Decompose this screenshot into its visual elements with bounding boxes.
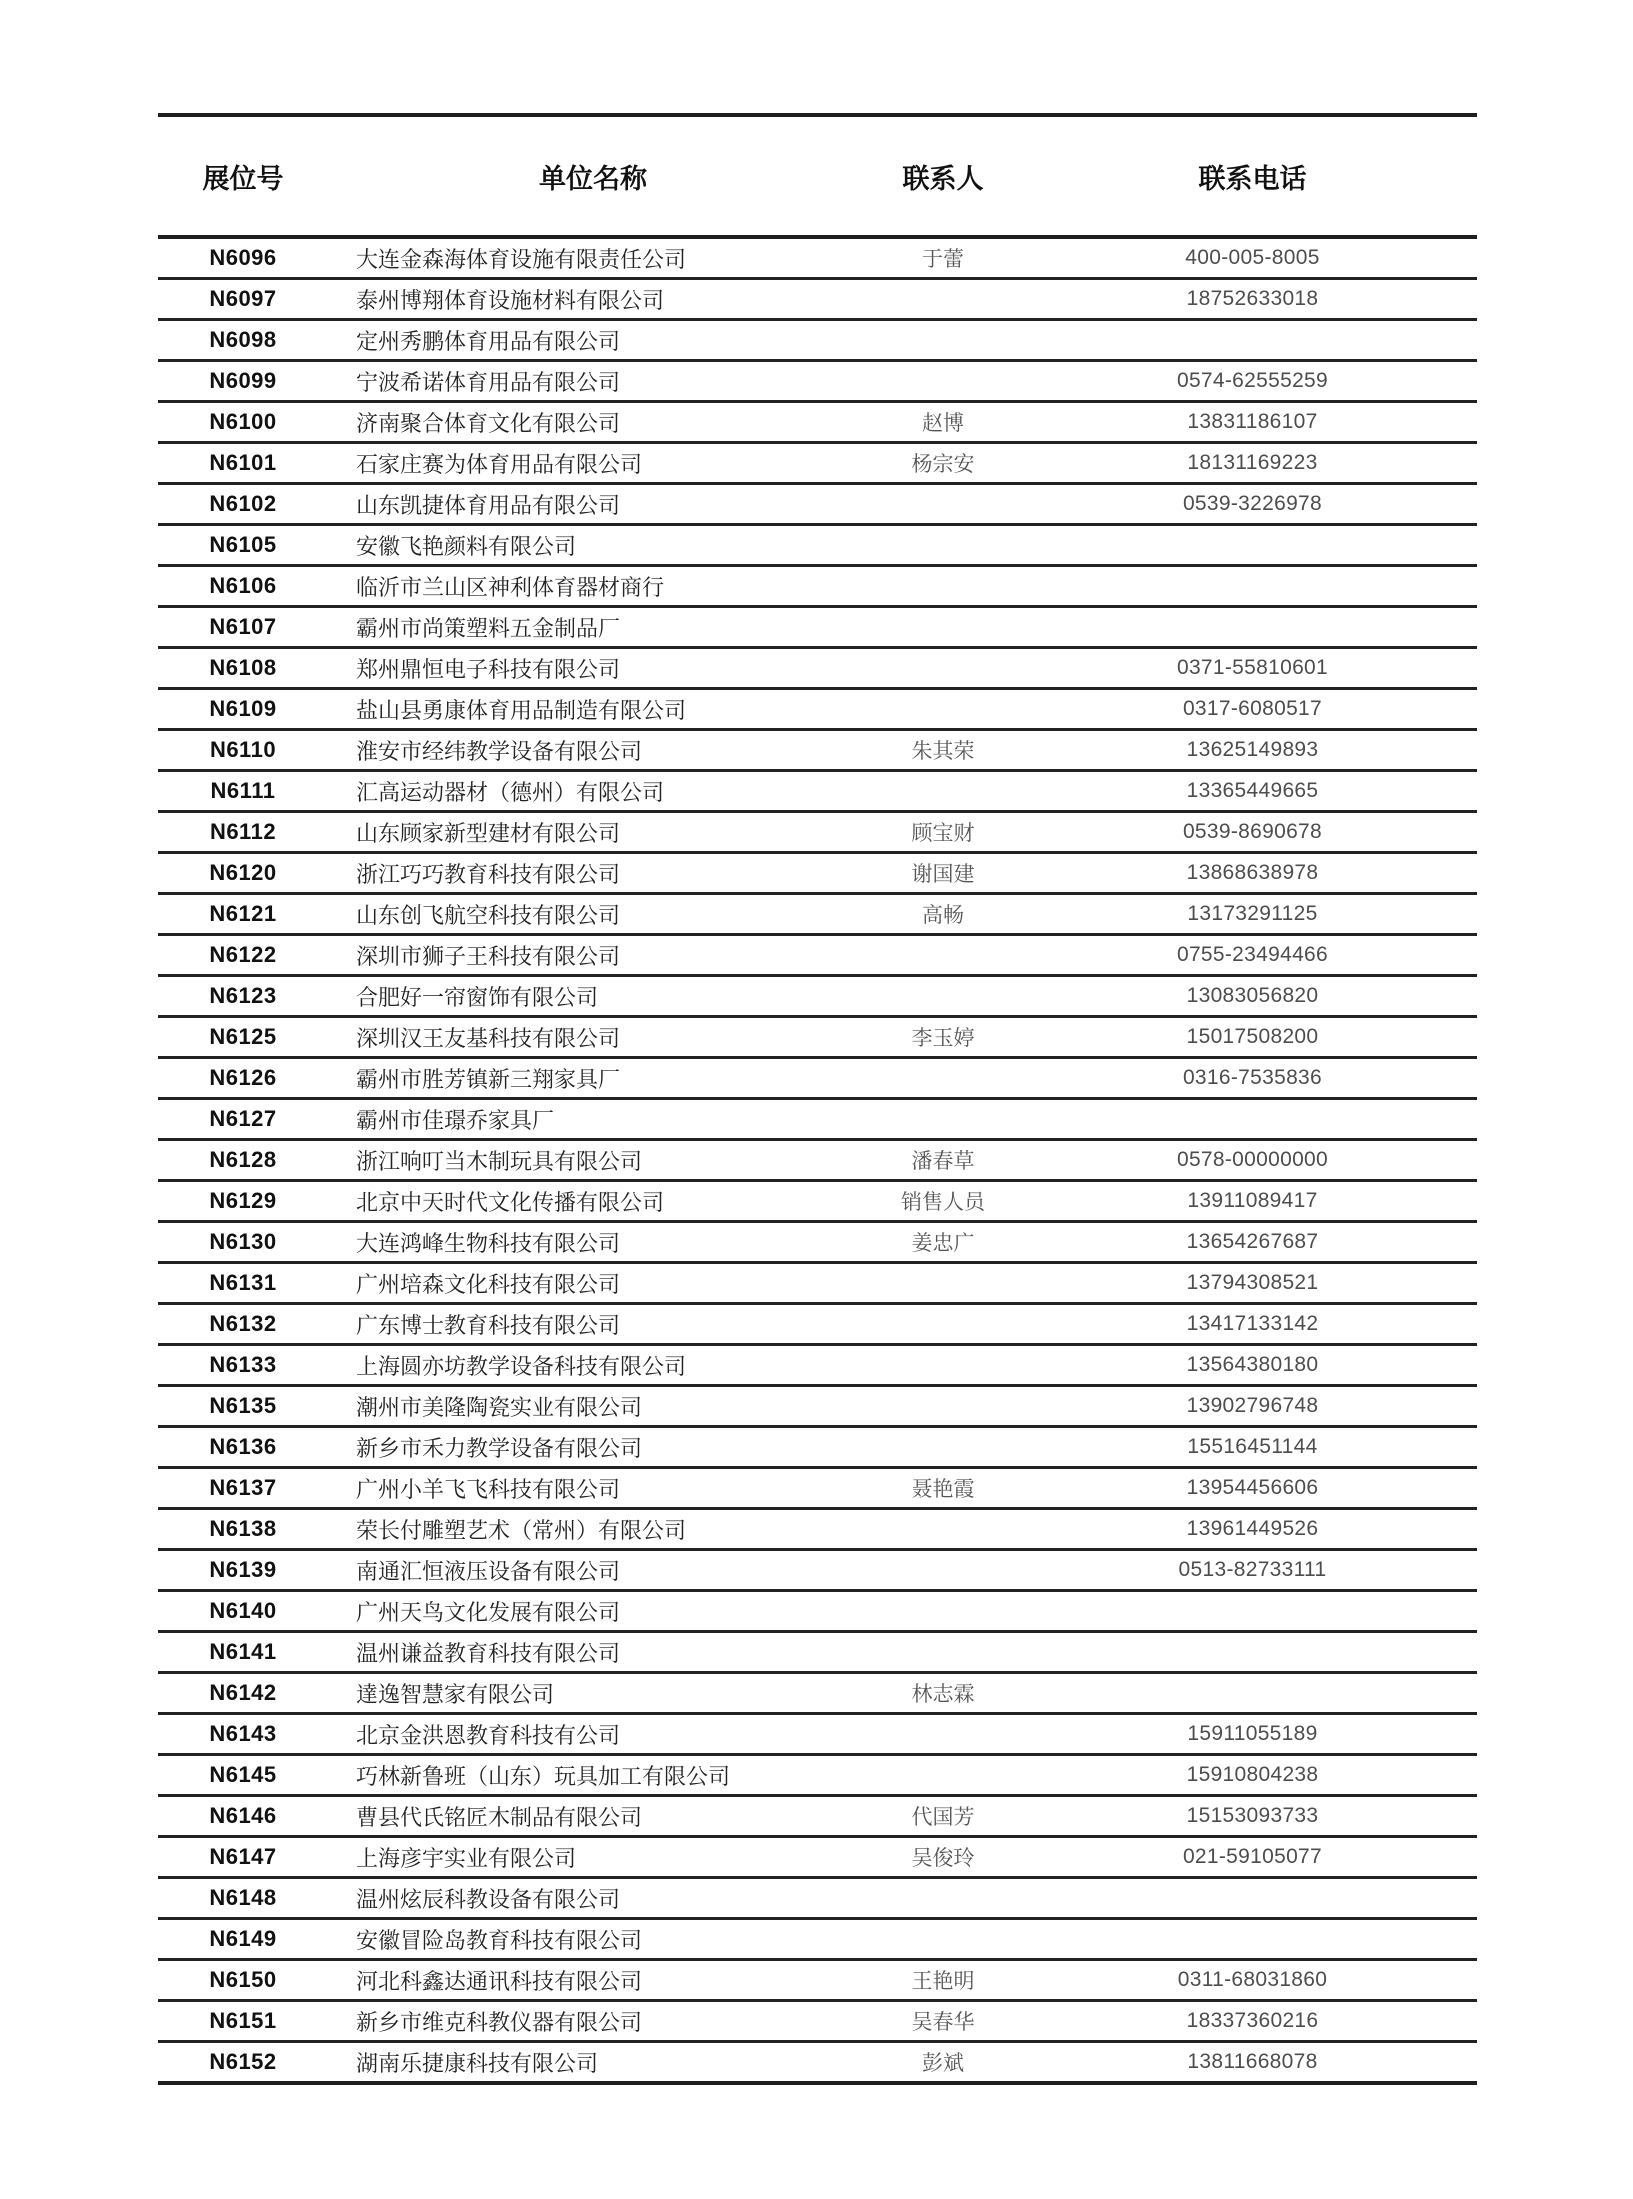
booth-cell: N6126 <box>209 1065 277 1090</box>
company-cell: 温州谦益教育科技有限公司 <box>356 1640 621 1666</box>
booth-cell: N6146 <box>209 1803 277 1828</box>
company-cell: 广州天鸟文化发展有限公司 <box>356 1599 621 1625</box>
company-cell: 潮州市美隆陶瓷实业有限公司 <box>356 1394 643 1420</box>
phone-cell: 13625149893 <box>1186 738 1319 761</box>
table-row <box>158 1264 1477 1305</box>
company-cell: 临沂市兰山区神利体育器材商行 <box>356 574 665 600</box>
company-cell: 浙江响叮当木制玩具有限公司 <box>356 1148 643 1174</box>
phone-cell: 18752633018 <box>1186 287 1319 310</box>
company-cell: 達逸智慧家有限公司 <box>356 1681 555 1707</box>
phone-cell: 15911055189 <box>1187 1722 1318 1745</box>
phone-cell: 13654267687 <box>1186 1230 1319 1253</box>
booth-cell: N6110 <box>209 737 277 762</box>
table-row <box>158 1428 1477 1469</box>
booth-cell: N6132 <box>209 1311 277 1336</box>
booth-cell: N6125 <box>209 1024 277 1049</box>
company-cell: 湖南乐捷康科技有限公司 <box>356 2050 599 2076</box>
company-cell: 上海圆亦坊教学设备科技有限公司 <box>356 1353 687 1379</box>
contact-cell: 王艳明 <box>911 1970 975 1993</box>
booth-cell: N6106 <box>209 573 277 598</box>
company-cell: 郑州鼎恒电子科技有限公司 <box>356 656 621 682</box>
company-cell: 深圳市狮子王科技有限公司 <box>356 943 621 969</box>
phone-cell: 18131169223 <box>1187 451 1318 474</box>
table-row <box>158 854 1477 895</box>
table-row <box>158 526 1477 567</box>
table-row <box>158 1059 1477 1100</box>
column-header-phone: 联系电话 <box>1198 163 1307 194</box>
booth-cell: N6136 <box>209 1434 277 1459</box>
contact-cell: 李玉婷 <box>911 1027 975 1050</box>
phone-cell: 13961449526 <box>1186 1517 1319 1540</box>
table-row <box>158 321 1477 362</box>
company-cell: 深圳汉王友基科技有限公司 <box>356 1025 621 1051</box>
booth-cell: N6129 <box>209 1188 277 1213</box>
phone-cell: 0317-6080517 <box>1182 697 1323 720</box>
booth-cell: N6122 <box>209 942 277 967</box>
company-cell: 霸州市佳璟乔家具厂 <box>356 1107 555 1133</box>
company-cell: 汇高运动器材（德州）有限公司 <box>356 779 665 805</box>
booth-cell: N6108 <box>209 655 277 680</box>
phone-cell: 0539-8690678 <box>1182 820 1323 843</box>
contact-cell: 潘春草 <box>911 1150 975 1173</box>
table-row <box>158 1100 1477 1141</box>
table-row <box>158 1961 1477 2002</box>
company-cell: 河北科鑫达通讯科技有限公司 <box>356 1968 643 1994</box>
phone-cell: 0371-55810601 <box>1176 656 1329 679</box>
table-row <box>158 772 1477 813</box>
phone-cell: 13831186107 <box>1187 410 1318 433</box>
table-row <box>158 2043 1477 2081</box>
table-row <box>158 1387 1477 1428</box>
booth-cell: N6111 <box>210 778 276 803</box>
contact-cell: 吴俊玲 <box>911 1847 975 1870</box>
booth-cell: N6133 <box>209 1352 277 1377</box>
phone-cell: 15516451144 <box>1187 1435 1318 1458</box>
booth-cell: N6138 <box>209 1516 277 1541</box>
table-row <box>158 1592 1477 1633</box>
company-cell: 北京金洪恩教育科技有公司 <box>356 1722 621 1748</box>
phone-cell: 15910804238 <box>1186 1763 1319 1786</box>
contact-cell: 林志霖 <box>911 1683 975 1706</box>
booth-cell: N6150 <box>209 1967 277 1992</box>
booth-cell: N6141 <box>209 1639 277 1664</box>
table-row <box>158 895 1477 936</box>
booth-cell: N6112 <box>209 819 277 844</box>
contact-cell: 赵博 <box>922 412 964 435</box>
table-row <box>158 2002 1477 2043</box>
company-cell: 合肥好一帘窗饰有限公司 <box>356 984 599 1010</box>
table-row <box>158 1633 1477 1674</box>
company-cell: 霸州市尚策塑料五金制品厂 <box>356 615 621 641</box>
contact-cell: 于蕾 <box>922 248 964 271</box>
contact-cell: 销售人员 <box>901 1191 985 1214</box>
phone-cell: 13902796748 <box>1186 1394 1319 1417</box>
booth-cell: N6130 <box>209 1229 277 1254</box>
booth-cell: N6145 <box>209 1762 277 1787</box>
phone-cell: 0574-62555259 <box>1176 369 1329 392</box>
table-row <box>158 813 1477 854</box>
booth-cell: N6152 <box>209 2049 277 2074</box>
booth-cell: N6120 <box>209 860 277 885</box>
booth-cell: N6097 <box>209 286 277 311</box>
booth-cell: N6142 <box>209 1680 277 1705</box>
phone-cell: 13083056820 <box>1186 984 1319 1007</box>
exhibitor-table <box>158 113 1477 2085</box>
table-row <box>158 936 1477 977</box>
contact-cell: 姜忠广 <box>911 1232 975 1255</box>
booth-cell: N6123 <box>209 983 277 1008</box>
phone-cell: 13811668078 <box>1187 2050 1318 2073</box>
company-cell: 济南聚合体育文化有限公司 <box>356 410 621 436</box>
phone-cell: 15153093733 <box>1186 1804 1319 1827</box>
booth-cell: N6098 <box>209 327 277 352</box>
contact-cell: 杨宗安 <box>911 453 975 476</box>
booth-cell: N6137 <box>209 1475 277 1500</box>
table-row <box>158 1756 1477 1797</box>
table-row <box>158 1305 1477 1346</box>
phone-cell: 0513-82733111 <box>1178 1558 1327 1581</box>
contact-cell: 吴春华 <box>911 2011 975 2034</box>
company-cell: 淮安市经纬教学设备有限公司 <box>356 738 643 764</box>
booth-cell: N6135 <box>209 1393 277 1418</box>
table-row <box>158 239 1477 280</box>
booth-cell: N6140 <box>209 1598 277 1623</box>
company-cell: 安徽冒险岛教育科技有限公司 <box>356 1927 643 1953</box>
table-row <box>158 567 1477 608</box>
table-row <box>158 444 1477 485</box>
booth-cell: N6143 <box>209 1721 277 1746</box>
column-header-contact: 联系人 <box>902 163 984 194</box>
company-cell: 广州培森文化科技有限公司 <box>356 1271 621 1297</box>
phone-cell: 13417133142 <box>1186 1312 1319 1335</box>
company-cell: 宁波希诺体育用品有限公司 <box>356 369 621 395</box>
table-row <box>158 1797 1477 1838</box>
table-row <box>158 1223 1477 1264</box>
table-row <box>158 362 1477 403</box>
phone-cell: 0755-23494466 <box>1176 943 1329 966</box>
table-row <box>158 1715 1477 1756</box>
column-header-company: 单位名称 <box>539 163 647 194</box>
phone-cell: 13173291125 <box>1187 902 1318 925</box>
company-cell: 上海彦宇实业有限公司 <box>356 1845 577 1871</box>
booth-cell: N6148 <box>209 1885 277 1910</box>
table-header-row <box>158 117 1477 239</box>
booth-cell: N6147 <box>209 1844 277 1869</box>
contact-cell: 聂艳霞 <box>911 1478 975 1501</box>
table-row <box>158 1141 1477 1182</box>
company-cell: 山东顾家新型建材有限公司 <box>356 820 621 846</box>
phone-cell: 400-005-8005 <box>1185 246 1320 269</box>
booth-cell: N6100 <box>209 409 277 434</box>
table-row <box>158 403 1477 444</box>
table-body <box>158 239 1477 2081</box>
booth-cell: N6105 <box>209 532 277 557</box>
contact-cell: 彭斌 <box>922 2052 964 2075</box>
booth-cell: N6131 <box>209 1270 277 1295</box>
company-cell: 曹县代氏铭匠木制品有限公司 <box>356 1804 643 1830</box>
table-row <box>158 731 1477 772</box>
table-row <box>158 608 1477 649</box>
phone-cell: 0539-3226978 <box>1182 492 1323 515</box>
company-cell: 大连鸿峰生物科技有限公司 <box>356 1230 621 1256</box>
contact-cell: 代国芳 <box>911 1806 975 1829</box>
booth-cell: N6101 <box>209 450 277 475</box>
company-cell: 南通汇恒液压设备有限公司 <box>356 1558 621 1584</box>
booth-cell: N6149 <box>209 1926 277 1951</box>
phone-cell: 13564380180 <box>1186 1353 1319 1376</box>
company-cell: 北京中天时代文化传播有限公司 <box>356 1189 665 1215</box>
company-cell: 温州炫辰科教设备有限公司 <box>356 1886 621 1912</box>
booth-cell: N6121 <box>209 901 277 926</box>
table-row <box>158 1551 1477 1592</box>
contact-cell: 朱其荣 <box>911 740 975 763</box>
column-header-booth: 展位号 <box>202 163 284 194</box>
table-row <box>158 1674 1477 1715</box>
table-row <box>158 690 1477 731</box>
booth-cell: N6128 <box>209 1147 277 1172</box>
booth-cell: N6127 <box>209 1106 277 1131</box>
table-row <box>158 280 1477 321</box>
booth-cell: N6139 <box>209 1557 277 1582</box>
company-cell: 盐山县勇康体育用品制造有限公司 <box>356 697 687 723</box>
phone-cell: 021-59105077 <box>1182 1845 1323 1868</box>
contact-cell: 谢国建 <box>911 863 975 886</box>
booth-cell: N6109 <box>209 696 277 721</box>
phone-cell: 18337360216 <box>1186 2009 1319 2032</box>
table-row <box>158 1920 1477 1961</box>
contact-cell: 顾宝财 <box>911 822 975 845</box>
table-row <box>158 649 1477 690</box>
table-row <box>158 1018 1477 1059</box>
table-row <box>158 1838 1477 1879</box>
phone-cell: 13954456606 <box>1186 1476 1319 1499</box>
company-cell: 大连金森海体育设施有限责任公司 <box>356 246 687 272</box>
phone-cell: 13911089417 <box>1187 1189 1318 1212</box>
booth-cell: N6096 <box>209 245 277 270</box>
phone-cell: 0316-7535836 <box>1182 1066 1323 1089</box>
phone-cell: 15017508200 <box>1186 1025 1319 1048</box>
booth-cell: N6151 <box>209 2008 277 2033</box>
company-cell: 广东博士教育科技有限公司 <box>356 1312 621 1338</box>
company-cell: 山东凯捷体育用品有限公司 <box>356 492 621 518</box>
company-cell: 霸州市胜芳镇新三翔家具厂 <box>356 1066 621 1092</box>
table-row <box>158 1510 1477 1551</box>
company-cell: 山东创飞航空科技有限公司 <box>356 902 621 928</box>
phone-cell: 0311-68031860 <box>1177 1968 1328 1991</box>
table-row <box>158 1879 1477 1920</box>
company-cell: 石家庄赛为体育用品有限公司 <box>356 451 643 477</box>
company-cell: 浙江巧巧教育科技有限公司 <box>356 861 621 887</box>
company-cell: 安徽飞艳颜料有限公司 <box>356 533 577 559</box>
company-cell: 广州小羊飞飞科技有限公司 <box>356 1476 621 1502</box>
table-row <box>158 485 1477 526</box>
table-row <box>158 977 1477 1018</box>
company-cell: 荣长付雕塑艺术（常州）有限公司 <box>356 1517 687 1543</box>
table-row <box>158 1182 1477 1223</box>
contact-cell: 高畅 <box>922 904 964 927</box>
phone-cell: 13365449665 <box>1186 779 1319 802</box>
company-cell: 定州秀鹏体育用品有限公司 <box>356 328 621 354</box>
booth-cell: N6107 <box>209 614 277 639</box>
company-cell: 巧林新鲁班（山东）玩具加工有限公司 <box>356 1763 731 1789</box>
company-cell: 新乡市维克科教仪器有限公司 <box>356 2009 643 2035</box>
booth-cell: N6099 <box>209 368 277 393</box>
phone-cell: 13794308521 <box>1186 1271 1319 1294</box>
company-cell: 泰州博翔体育设施材料有限公司 <box>356 287 665 313</box>
phone-cell: 0578-00000000 <box>1176 1148 1329 1171</box>
table-row <box>158 1346 1477 1387</box>
company-cell: 新乡市禾力教学设备有限公司 <box>356 1435 643 1461</box>
booth-cell: N6102 <box>209 491 277 516</box>
table-row <box>158 1469 1477 1510</box>
phone-cell: 13868638978 <box>1186 861 1319 884</box>
